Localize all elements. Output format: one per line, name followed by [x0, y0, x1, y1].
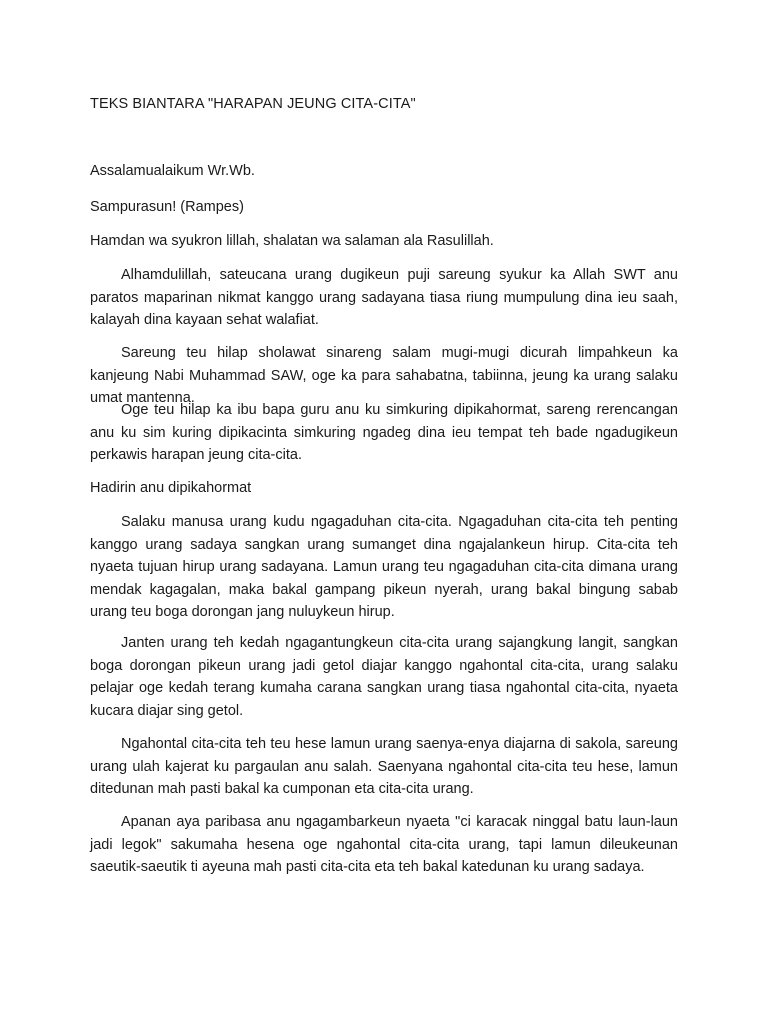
paragraph-hormat: Oge teu hilap ka ibu bapa guru anu ku simkuring dipikahormat, sareng rerencangan anu ku sim kuring dipikacinta simkuring ngadeg dina ieu tempat teh bade ngadugikeun perkawis harapan jeung cita-cita. [90, 402, 678, 463]
paragraph-janten: Janten urang teh kedah ngagantungkeun cita-cita urang sajangkung langit, sangkan boga dorongan pikeun urang jadi getol diajar kanggo ngahontal cita-cita, urang salaku pelajar oge kedah terang kumaha carana sangkan urang tiasa ngahontal cita-cita, nyaeta kucara diajar sing getol. [90, 635, 678, 719]
paragraph-apanan: Apanan aya paribasa anu ngagambarkeun nyaeta "ci karacak ninggal batu laun-laun jadi legok" sakumaha hesena oge ngahontal cita-cita urang, tapi lamun dileukeunan saeutik-saeutik ti ayeuna mah pasti cita-cita eta teh bakal katedunan ku urang sadaya. [90, 814, 678, 875]
sampurasun-line: Sampurasun! (Rampes) [90, 199, 244, 215]
greeting-line: Assalamualaikum Wr.Wb. [90, 163, 255, 179]
hamdan-line: Hamdan wa syukron lillah, shalatan wa salaman ala Rasulillah. [90, 233, 494, 249]
paragraph-ngahontal: Ngahontal cita-cita teh teu hese lamun urang saenya-enya diajarna di sakola, sareung urang ulah kajerat ku pargaulan anu salah. Saenyana ngahontal cita-cita teu hese, lamun ditedunan mah pasti bakal ka cumponan eta cita-cita urang. [90, 736, 678, 797]
paragraph-alhamdulillah: Alhamdulillah, sateucana urang dugikeun puji sareung syukur ka Allah SWT anu paratos maparinan nikmat kanggo urang sadayana tiasa riung mumpulung dina ieu saah, kalayah dina kayaan sehat walafiat. [90, 267, 678, 328]
paragraph-salaku: Salaku manusa urang kudu ngagaduhan cita-cita. Ngagaduhan cita-cita teh penting kanggo urang sadaya sangkan urang sumanget dina ngajalankeun hirup. Cita-cita teh nyaeta tujuan hirup urang sadayana. Lamun urang teu ngagaduhan cita-cita dimana urang mendak kagagalan, maka bakal gampang pikeun nyerah, urang bakal bingung sabab urang teu boga dorongan jang nuluykeun hirup. [90, 514, 678, 620]
hadirin-heading: Hadirin anu dipikahormat [90, 480, 252, 496]
paragraph-sholawat: Sareung teu hilap sholawat sinareng salam mugi-mugi dicurah limpahkeun ka kanjeung Nabi Muhammad SAW, oge ka para sahabatna, tabiinna, jeung ka urang salaku umat mantenna. [90, 345, 678, 406]
speech-title: TEKS BIANTARA "HARAPAN JEUNG CITA-CITA" [90, 96, 416, 112]
